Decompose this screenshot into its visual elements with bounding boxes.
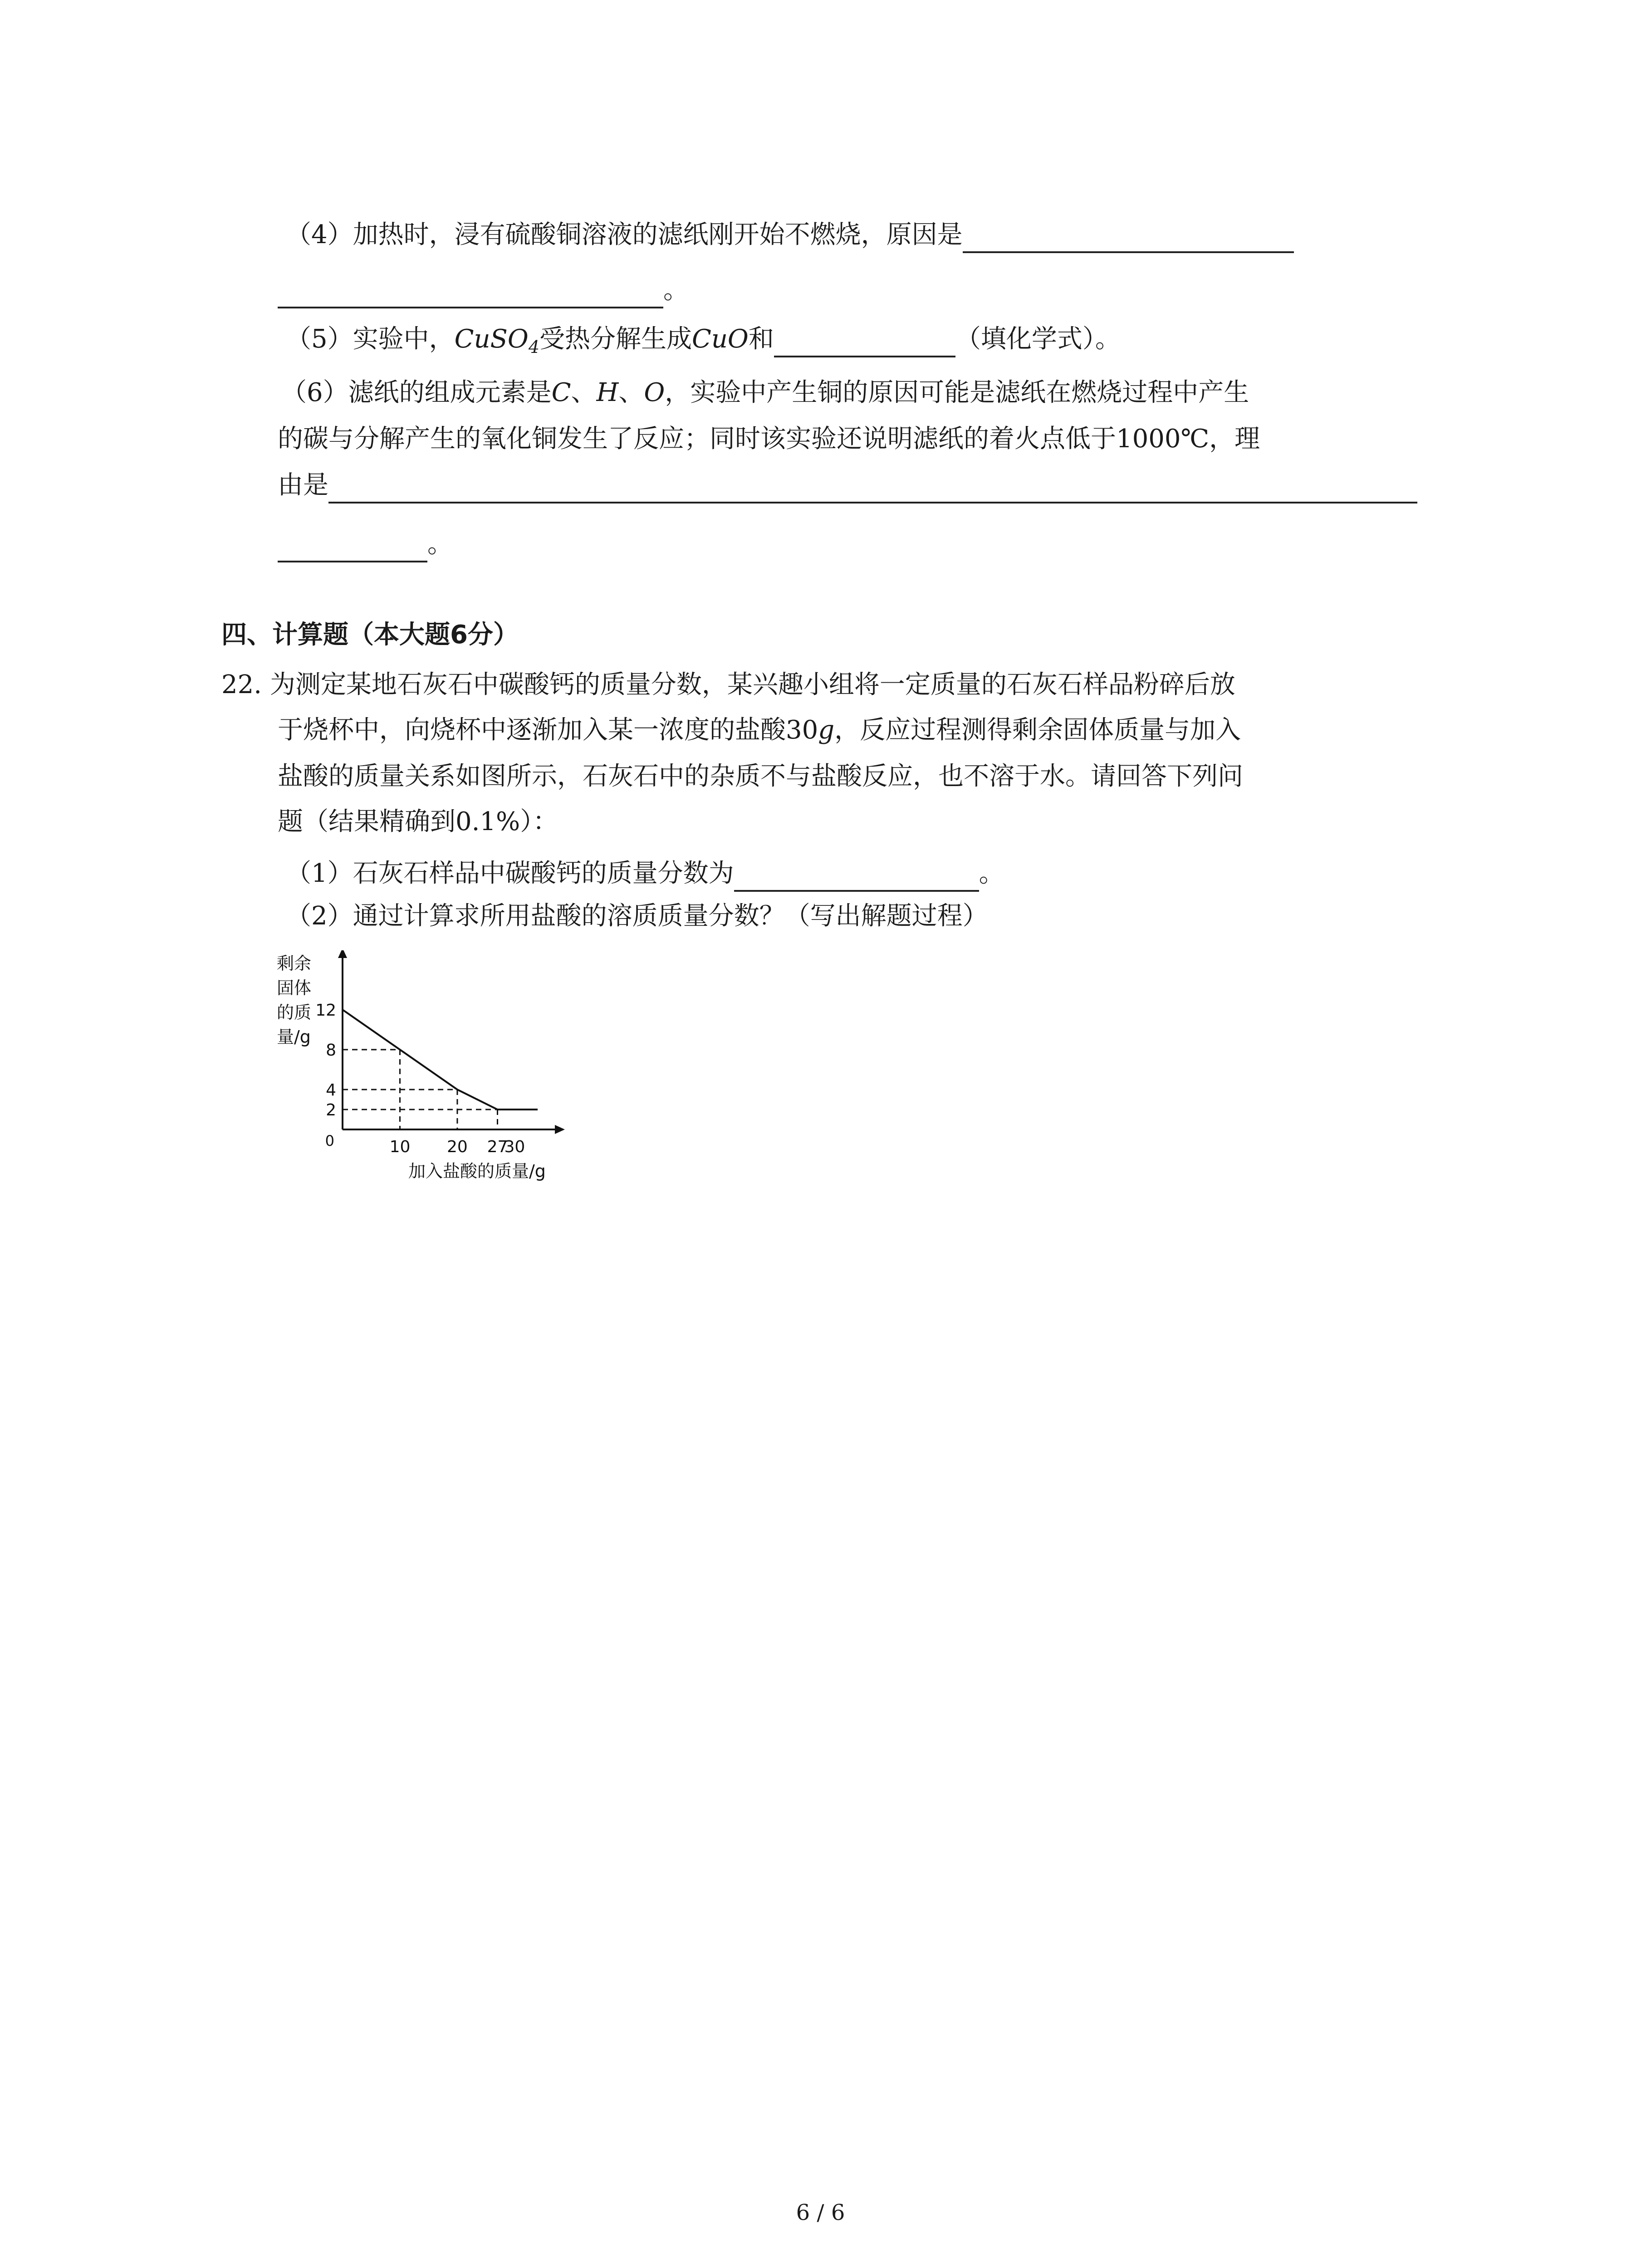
q5-mid2: 和: [748, 324, 774, 354]
q5-suffix: （填化学式）。: [955, 324, 1121, 354]
section-heading: [221, 617, 519, 653]
chart-labels: [277, 953, 546, 1181]
q6-element-c: C: [551, 378, 571, 407]
x-axis-arrow: [555, 1125, 565, 1134]
q6-element-h: H: [596, 378, 619, 407]
q6-end: 。: [427, 529, 453, 559]
q22-line1: [221, 667, 1235, 703]
q4-text: （4）加热时，浸有硫酸铜溶液的滤纸刚开始不燃烧，原因是: [286, 220, 963, 249]
q4-answer-blank-b[interactable]: [278, 278, 663, 308]
y-axis-label-line-2: 的质: [277, 1002, 312, 1022]
q5-formula-cuo: CuO: [692, 324, 749, 354]
y-tick-label-1: 4: [326, 1081, 336, 1100]
q22-text-2a: 于烧杯中，向烧杯中逐渐加入某一浓度的盐酸30: [278, 715, 818, 745]
q6-element-o: O: [644, 378, 665, 407]
q22-sub2: [286, 898, 988, 934]
q4-line2: [278, 272, 689, 308]
dashed-guides: [343, 1050, 497, 1129]
q6-line4: [278, 526, 453, 562]
y-axis-label-line-0: 剩余: [277, 953, 312, 973]
x-tick-label-2: 27: [487, 1138, 508, 1156]
q5-answer-blank[interactable]: [774, 327, 955, 357]
q22-line4: [278, 804, 558, 840]
q22-line3: [278, 758, 1243, 795]
x-tick-label-3: 30: [504, 1138, 525, 1156]
q6-line2: [278, 421, 1260, 457]
q6-text-2: 的碳与分解产生的氧化铜发生了反应；同时该实验还说明滤纸的着火点低于1000℃，理: [278, 424, 1260, 454]
q4-answer-blank-a[interactable]: [963, 222, 1294, 253]
q5-formula-cuso4: CuSO: [454, 324, 529, 354]
q22-text-4: 题（结果精确到0.1%）：: [278, 807, 558, 836]
q6-text-b: ，实验中产生铜的原因可能是滤纸在燃烧过程中产生: [665, 378, 1249, 407]
q6-line3: [278, 467, 1417, 503]
q6-sep2: 、: [618, 378, 644, 407]
chart-series: [343, 1010, 538, 1110]
series-line-0: [343, 1010, 538, 1110]
q22-text-1: 22. 为测定某地石灰石中碳酸钙的质量分数，某兴趣小组将一定质量的石灰石样品粉碎后放: [221, 670, 1235, 699]
q5-line: [286, 321, 1121, 357]
page-number: 6 / 6: [796, 2200, 845, 2225]
q22-sub1-end: 。: [979, 859, 1004, 888]
y-axis-label-line-1: 固体: [277, 978, 312, 998]
q6-sep1: 、: [571, 378, 597, 407]
y-tick-label-3: 12: [315, 1001, 336, 1020]
q22-sub1: [286, 855, 1004, 892]
y-axis-arrow: [338, 950, 347, 958]
q22-line2: [278, 712, 1241, 748]
q6-text-3: 由是: [278, 470, 328, 500]
y-tick-label-0: 2: [326, 1101, 336, 1119]
q4-line1: [286, 217, 1294, 253]
x-tick-label-0: 10: [389, 1138, 411, 1156]
x-axis-label: 加入盐酸的质量/g: [408, 1161, 546, 1181]
q22-text-3: 盐酸的质量关系如图所示，石灰石中的杂质不与盐酸反应，也不溶于水。请回答下列问: [278, 762, 1243, 791]
x-tick-label-1: 20: [447, 1138, 468, 1156]
y-axis-label-line-3: 量/g: [277, 1027, 311, 1047]
mass-chart: [272, 950, 590, 1186]
q6-text-a: （6）滤纸的组成元素是: [281, 378, 552, 407]
q6-line1: [281, 375, 1249, 411]
q6-answer-blank-b[interactable]: [278, 532, 427, 562]
q22-text-2b: ，反应过程测得剩余固体质量与加入: [834, 715, 1241, 745]
q22-sub1-answer-blank[interactable]: [734, 861, 979, 892]
q22-unit-g: g: [818, 715, 835, 745]
q4-end: 。: [663, 275, 689, 305]
q5-mid: 受热分解生成: [539, 324, 692, 354]
chart-axes: [338, 950, 565, 1134]
q5-formula-cuso4-sub: 4: [528, 337, 540, 357]
q6-answer-blank-a[interactable]: [328, 473, 1417, 503]
q22-sub1-text: （1）石灰石样品中碳酸钙的质量分数为: [286, 859, 734, 888]
section-title: 四、计算题（本大题6分）: [221, 620, 519, 650]
y-tick-label-2: 8: [326, 1041, 336, 1060]
q5-prefix: （5）实验中，: [286, 324, 455, 354]
q22-sub2-text: （2）通过计算求所用盐酸的溶质质量分数？（写出解题过程）: [286, 901, 988, 931]
origin-label: 0: [325, 1132, 334, 1149]
